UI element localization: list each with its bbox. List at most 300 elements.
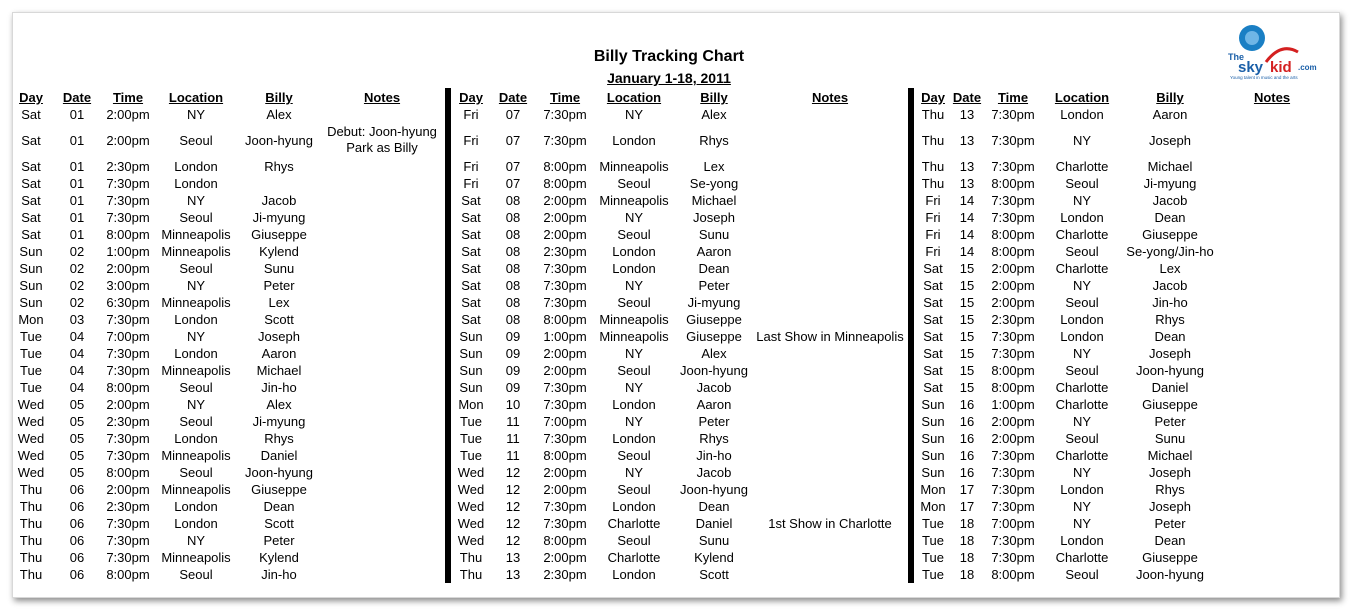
cell-date: 01 — [69, 133, 85, 148]
cell-location: NY — [624, 380, 644, 395]
cell-date: 01 — [69, 227, 85, 242]
cell-billy: Rhys — [1155, 482, 1185, 497]
cell-day: Wed — [17, 448, 45, 463]
cell-time: 7:00pm — [543, 414, 587, 429]
cell-location: NY — [624, 414, 644, 429]
cell-date: 16 — [959, 397, 975, 412]
cell-location: London — [174, 431, 218, 446]
cell-date: 07 — [505, 107, 521, 122]
cell-date: 09 — [505, 346, 521, 361]
cell-time: 7:30pm — [991, 210, 1035, 225]
cell-time: 2:00pm — [991, 278, 1035, 293]
cell-billy: Scott — [264, 516, 294, 531]
cell-date: 15 — [959, 380, 975, 395]
cell-billy: Dean — [698, 499, 730, 514]
cell-billy: Giuseppe — [686, 312, 742, 327]
cell-billy: Giuseppe — [251, 227, 307, 242]
cell-date: 15 — [959, 295, 975, 310]
cell-date: 18 — [959, 550, 975, 565]
cell-location: Seoul — [1065, 431, 1099, 446]
cell-date: 14 — [959, 210, 975, 225]
cell-billy: Alex — [701, 346, 727, 361]
cell-date: 08 — [505, 244, 521, 259]
cell-location: NY — [186, 278, 206, 293]
cell-day: Sat — [923, 278, 943, 293]
cell-time: 7:00pm — [991, 516, 1035, 531]
cell-date: 17 — [959, 499, 975, 514]
column-header-time: Time — [112, 90, 144, 105]
cell-billy: Ji-myung — [252, 210, 306, 225]
cell-date: 16 — [959, 448, 975, 463]
cell-location: London — [612, 431, 656, 446]
cell-day: Thu — [19, 482, 43, 497]
cell-time: 2:00pm — [543, 346, 587, 361]
cell-day: Sat — [923, 380, 943, 395]
cell-time: 7:30pm — [106, 516, 150, 531]
cell-billy: Aaron — [696, 244, 732, 259]
cell-time: 8:00pm — [991, 363, 1035, 378]
cell-day: Sun — [921, 465, 945, 480]
cell-location: London — [1060, 210, 1104, 225]
cell-date: 15 — [959, 363, 975, 378]
cell-location: London — [174, 312, 218, 327]
cell-date: 07 — [505, 133, 521, 148]
cell-time: 2:00pm — [106, 107, 150, 122]
cell-time: 2:00pm — [543, 210, 587, 225]
cell-date: 08 — [505, 227, 521, 242]
column-header-billy: Billy — [700, 90, 728, 105]
cell-location: Seoul — [617, 448, 651, 463]
column-header-date: Date — [952, 90, 982, 105]
cell-billy: Rhys — [699, 133, 729, 148]
cell-day: Sun — [19, 295, 43, 310]
cell-day: Tue — [460, 431, 482, 446]
cell-billy: Giuseppe — [1142, 227, 1198, 242]
cell-date: 13 — [505, 550, 521, 565]
cell-time: 7:30pm — [991, 159, 1035, 174]
cell-date: 15 — [959, 329, 975, 344]
cell-location: Minneapolis — [161, 482, 231, 497]
cell-day: Sun — [921, 414, 945, 429]
cell-notes: 1st Show in Charlotte — [768, 516, 892, 531]
cell-billy: Rhys — [264, 431, 294, 446]
cell-billy: Joon-hyung — [1136, 567, 1204, 582]
cell-billy: Jacob — [696, 465, 732, 480]
column-header-time: Time — [997, 90, 1029, 105]
cell-location: Minneapolis — [161, 227, 231, 242]
cell-day: Wed — [17, 397, 45, 412]
cell-date: 06 — [69, 567, 85, 582]
cell-day: Wed — [17, 414, 45, 429]
cell-billy: Sunu — [698, 533, 730, 548]
cell-billy: Jacob — [261, 193, 297, 208]
cell-billy: Giuseppe — [1142, 397, 1198, 412]
cell-location: NY — [1072, 414, 1092, 429]
cell-location: Seoul — [179, 210, 213, 225]
cell-date: 11 — [506, 431, 520, 446]
cell-date: 15 — [959, 312, 975, 327]
cell-time: 2:00pm — [991, 295, 1035, 310]
column-header-billy: Billy — [265, 90, 293, 105]
cell-location: Seoul — [1065, 295, 1099, 310]
cell-billy: Kylend — [694, 550, 734, 565]
cell-time: 7:30pm — [543, 261, 587, 276]
cell-time: 7:30pm — [991, 329, 1035, 344]
cell-location: Seoul — [617, 533, 651, 548]
cell-time: 7:30pm — [106, 193, 150, 208]
cell-billy: Joseph — [1149, 346, 1191, 361]
cell-date: 05 — [69, 397, 85, 412]
cell-location: NY — [624, 107, 644, 122]
cell-location: Charlotte — [1055, 550, 1109, 565]
cell-time: 1:00pm — [991, 397, 1035, 412]
cell-day: Thu — [19, 550, 43, 565]
cell-day: Thu — [921, 159, 945, 174]
cell-date: 01 — [69, 176, 85, 191]
cell-date: 08 — [505, 295, 521, 310]
cell-time: 8:00pm — [543, 533, 587, 548]
cell-time: 2:00pm — [106, 397, 150, 412]
cell-billy: Jin-ho — [261, 567, 297, 582]
cell-billy: Michael — [256, 363, 302, 378]
column-header-notes: Notes — [1253, 90, 1291, 105]
cell-billy: Jacob — [696, 380, 732, 395]
cell-billy: Ji-myung — [252, 414, 306, 429]
cell-day: Sun — [921, 431, 945, 446]
cell-location: Seoul — [617, 176, 651, 191]
cell-billy: Peter — [263, 533, 295, 548]
cell-billy: Daniel — [1151, 380, 1189, 395]
cell-date: 02 — [69, 261, 85, 276]
cell-time: 7:30pm — [106, 448, 150, 463]
cell-location: NY — [1072, 499, 1092, 514]
cell-billy: Jacob — [1152, 193, 1188, 208]
cell-location: London — [1060, 329, 1104, 344]
cell-billy: Alex — [266, 107, 292, 122]
cell-date: 06 — [69, 499, 85, 514]
cell-day: Sat — [461, 278, 481, 293]
cell-billy: Jacob — [1152, 278, 1188, 293]
cell-location: London — [174, 516, 218, 531]
cell-location: NY — [1072, 465, 1092, 480]
cell-day: Tue — [922, 567, 944, 582]
cell-billy: Michael — [691, 193, 737, 208]
cell-date: 06 — [69, 533, 85, 548]
cell-day: Fri — [463, 159, 479, 174]
cell-date: 12 — [505, 482, 521, 497]
cell-day: Wed — [457, 499, 485, 514]
cell-time: 2:30pm — [543, 567, 587, 582]
cell-location: Charlotte — [607, 516, 661, 531]
cell-time: 7:30pm — [991, 499, 1035, 514]
cell-billy: Kylend — [259, 244, 299, 259]
cell-billy: Ji-myung — [687, 295, 741, 310]
cell-day: Sat — [461, 193, 481, 208]
cell-billy: Aaron — [696, 397, 732, 412]
cell-time: 8:00pm — [106, 227, 150, 242]
cell-location: NY — [186, 107, 206, 122]
cell-day: Sat — [21, 210, 41, 225]
cell-day: Sat — [461, 312, 481, 327]
cell-day: Thu — [459, 550, 483, 565]
cell-date: 10 — [505, 397, 521, 412]
cell-day: Fri — [925, 193, 941, 208]
cell-day: Thu — [19, 499, 43, 514]
cell-location: Minneapolis — [599, 329, 669, 344]
cell-location: London — [612, 397, 656, 412]
cell-time: 7:30pm — [991, 193, 1035, 208]
cell-billy: Lex — [1159, 261, 1181, 276]
cell-time: 7:00pm — [106, 329, 150, 344]
cell-billy: Scott — [699, 567, 729, 582]
cell-date: 08 — [505, 210, 521, 225]
cell-location: Minneapolis — [599, 159, 669, 174]
cell-billy: Aaron — [261, 346, 297, 361]
cell-billy: Joon-hyung — [1136, 363, 1204, 378]
cell-billy: Aaron — [1152, 107, 1188, 122]
cell-day: Sun — [459, 363, 483, 378]
cell-time: 7:30pm — [543, 516, 587, 531]
cell-time: 2:00pm — [991, 431, 1035, 446]
cell-day: Sat — [461, 227, 481, 242]
cell-day: Mon — [920, 499, 946, 514]
cell-date: 05 — [69, 465, 85, 480]
cell-location: NY — [624, 465, 644, 480]
cell-day: Mon — [920, 482, 946, 497]
cell-billy: Joseph — [1149, 465, 1191, 480]
cell-billy: Michael — [1147, 159, 1193, 174]
cell-billy: Daniel — [695, 516, 733, 531]
cell-billy: Rhys — [699, 431, 729, 446]
cell-location: Charlotte — [1055, 261, 1109, 276]
cell-billy: Peter — [263, 278, 295, 293]
cell-location: London — [612, 133, 656, 148]
cell-location: London — [174, 159, 218, 174]
cell-day: Mon — [458, 397, 484, 412]
cell-location: Seoul — [617, 482, 651, 497]
cell-date: 18 — [959, 516, 975, 531]
cell-time: 7:30pm — [106, 363, 150, 378]
cell-location: Seoul — [179, 380, 213, 395]
cell-day: Sat — [923, 295, 943, 310]
cell-date: 12 — [505, 533, 521, 548]
cell-billy: Peter — [1154, 414, 1186, 429]
cell-billy: Joseph — [1149, 133, 1191, 148]
cell-date: 13 — [959, 176, 975, 191]
cell-day: Sat — [923, 346, 943, 361]
cell-location: NY — [1072, 193, 1092, 208]
cell-time: 7:30pm — [106, 533, 150, 548]
logo-com: .com — [1298, 63, 1317, 72]
column-header-date: Date — [62, 90, 92, 105]
cell-billy: Dean — [1154, 210, 1186, 225]
section-divider — [445, 88, 451, 583]
cell-time: 7:30pm — [543, 295, 587, 310]
cell-location: Seoul — [179, 567, 213, 582]
cell-time: 2:00pm — [543, 363, 587, 378]
cell-date: 09 — [505, 380, 521, 395]
cell-day: Sat — [21, 176, 41, 191]
cell-location: Seoul — [1065, 176, 1099, 191]
cell-day: Tue — [460, 448, 482, 463]
logo-kid: kid — [1270, 59, 1292, 76]
cell-date: 01 — [69, 210, 85, 225]
cell-billy: Kylend — [259, 550, 299, 565]
cell-date: 02 — [69, 295, 85, 310]
cell-time: 8:00pm — [991, 244, 1035, 259]
cell-time: 2:00pm — [543, 550, 587, 565]
cell-date: 17 — [959, 482, 975, 497]
cell-day: Tue — [922, 533, 944, 548]
cell-day: Sat — [461, 210, 481, 225]
cell-location: London — [612, 567, 656, 582]
cell-day: Sat — [21, 227, 41, 242]
column-header-time: Time — [549, 90, 581, 105]
cell-date: 06 — [69, 550, 85, 565]
cell-time: 2:00pm — [543, 465, 587, 480]
cell-time: 7:30pm — [991, 107, 1035, 122]
cell-time: 7:30pm — [991, 346, 1035, 361]
cell-date: 03 — [69, 312, 85, 327]
cell-date: 12 — [505, 499, 521, 514]
cell-day: Tue — [922, 550, 944, 565]
cell-day: Fri — [463, 107, 479, 122]
cell-location: London — [612, 499, 656, 514]
cell-billy: Dean — [1154, 533, 1186, 548]
cell-location: Seoul — [1065, 363, 1099, 378]
cell-location: Seoul — [1065, 567, 1099, 582]
cell-date: 04 — [69, 329, 85, 344]
cell-billy: Sunu — [1154, 431, 1186, 446]
cell-time: 8:00pm — [543, 448, 587, 463]
cell-billy: Joon-hyung — [245, 465, 313, 480]
cell-day: Sun — [921, 397, 945, 412]
cell-location: London — [612, 261, 656, 276]
cell-date: 14 — [959, 227, 975, 242]
cell-day: Sat — [461, 295, 481, 310]
cell-time: 7:30pm — [991, 465, 1035, 480]
cell-billy: Daniel — [260, 448, 298, 463]
cell-location: Charlotte — [1055, 397, 1109, 412]
cell-date: 16 — [959, 431, 975, 446]
cell-time: 8:00pm — [991, 567, 1035, 582]
cell-time: 8:00pm — [991, 176, 1035, 191]
page-subtitle: January 1-18, 2011 — [607, 70, 731, 86]
column-header-billy: Billy — [1156, 90, 1184, 105]
cell-time: 2:30pm — [106, 414, 150, 429]
cell-time: 7:30pm — [543, 499, 587, 514]
cell-time: 1:00pm — [106, 244, 150, 259]
cell-date: 16 — [959, 465, 975, 480]
column-header-location: Location — [168, 90, 224, 105]
cell-billy: Alex — [701, 107, 727, 122]
cell-location: Seoul — [179, 465, 213, 480]
cell-location: London — [1060, 482, 1104, 497]
cell-day: Wed — [457, 482, 485, 497]
cell-time: 1:00pm — [543, 329, 587, 344]
cell-date: 09 — [505, 363, 521, 378]
cell-location: Charlotte — [1055, 380, 1109, 395]
cell-location: London — [1060, 533, 1104, 548]
cell-billy: Sunu — [263, 261, 295, 276]
cell-billy: Dean — [698, 261, 730, 276]
cell-date: 15 — [959, 346, 975, 361]
cell-location: London — [174, 176, 218, 191]
cell-location: NY — [186, 193, 206, 208]
cell-day: Wed — [457, 516, 485, 531]
logo-sky: sky — [1238, 59, 1264, 76]
cell-time: 2:00pm — [106, 482, 150, 497]
cell-date: 15 — [959, 261, 975, 276]
cell-billy: Scott — [264, 312, 294, 327]
cell-location: Minneapolis — [161, 550, 231, 565]
cell-day: Mon — [18, 312, 44, 327]
cell-billy: Giuseppe — [1142, 550, 1198, 565]
cell-location: London — [612, 244, 656, 259]
cell-billy: Rhys — [1155, 312, 1185, 327]
cell-location: Charlotte — [1055, 448, 1109, 463]
cell-billy: Joon-hyung — [245, 133, 313, 148]
cell-time: 8:00pm — [106, 567, 150, 582]
cell-date: 11 — [506, 414, 520, 429]
cell-day: Sat — [21, 133, 41, 148]
cell-time: 7:30pm — [543, 133, 587, 148]
cell-day: Tue — [20, 329, 42, 344]
cell-date: 13 — [959, 133, 975, 148]
cell-time: 6:30pm — [106, 295, 150, 310]
cell-billy: Joon-hyung — [680, 363, 748, 378]
cell-time: 2:30pm — [106, 159, 150, 174]
cell-day: Thu — [19, 516, 43, 531]
cell-day: Wed — [457, 533, 485, 548]
cell-billy: Giuseppe — [251, 482, 307, 497]
cell-billy: Dean — [1154, 329, 1186, 344]
cell-time: 2:00pm — [543, 193, 587, 208]
cell-day: Wed — [17, 465, 45, 480]
cell-location: NY — [624, 346, 644, 361]
cell-day: Sat — [21, 107, 41, 122]
cell-location: NY — [186, 329, 206, 344]
cell-time: 8:00pm — [991, 227, 1035, 242]
cell-location: Minneapolis — [161, 448, 231, 463]
cell-date: 01 — [69, 193, 85, 208]
logo-tagline: Young talent in music and the arts — [1230, 75, 1298, 80]
cell-date: 13 — [959, 159, 975, 174]
cell-billy: Giuseppe — [686, 329, 742, 344]
cell-location: Minneapolis — [599, 312, 669, 327]
cell-billy: Sunu — [698, 227, 730, 242]
cell-day: Sun — [459, 346, 483, 361]
cell-billy: Joseph — [258, 329, 300, 344]
cell-billy: Alex — [266, 397, 292, 412]
cell-time: 7:30pm — [991, 533, 1035, 548]
cell-day: Sun — [19, 244, 43, 259]
cell-date: 06 — [69, 516, 85, 531]
cell-location: Seoul — [179, 414, 213, 429]
cell-day: Thu — [921, 107, 945, 122]
cell-day: Fri — [463, 176, 479, 191]
cell-location: NY — [186, 533, 206, 548]
cell-billy: Dean — [263, 499, 295, 514]
cell-day: Fri — [925, 244, 941, 259]
cell-location: Charlotte — [1055, 227, 1109, 242]
section-divider — [908, 88, 914, 583]
cell-day: Thu — [19, 567, 43, 582]
cell-day: Wed — [17, 431, 45, 446]
cell-day: Sat — [21, 159, 41, 174]
cell-date: 12 — [505, 516, 521, 531]
cell-day: Sun — [19, 278, 43, 293]
